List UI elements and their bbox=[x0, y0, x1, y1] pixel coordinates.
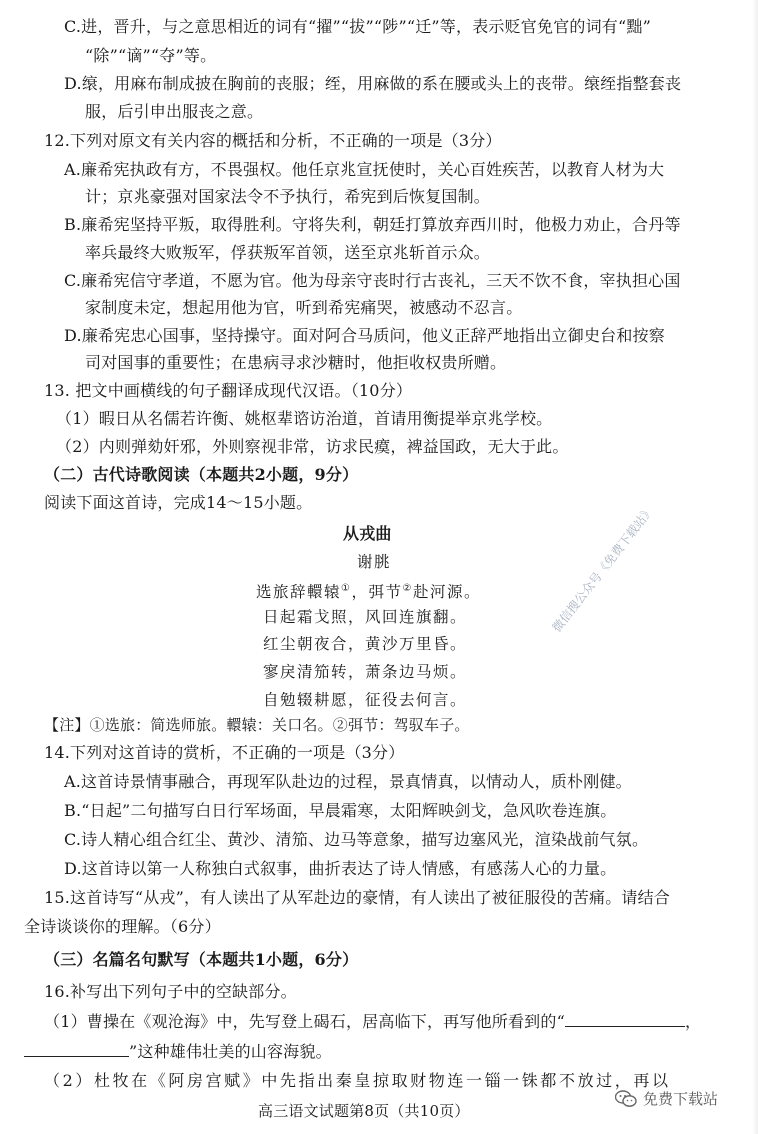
option-a-q12-cont: 计；京兆豪强对国家法令不予执行，希宪到后恢复国制。 bbox=[85, 187, 491, 206]
option-c-q11-cont: “除”“谪”“夺”等。 bbox=[85, 46, 217, 65]
answer-blank-2[interactable] bbox=[24, 1040, 129, 1057]
poem-verse-3: 红尘朝夜合，黄沙万里昏。 bbox=[263, 635, 468, 653]
poem-instruction: 阅读下面这首诗，完成14～15小题。 bbox=[44, 493, 313, 512]
question-16-2: （2）杜牧在《阿房宫赋》中先指出秦皇掠取财物连一锱一铢都不放过，再以 bbox=[44, 1071, 671, 1090]
sentence-13-1: （1）暇日从名儒若许衡、姚枢辈谘访治道，首请用衡提举京兆学校。 bbox=[56, 409, 553, 428]
question-14: 14.下列对这首诗的赏析，不正确的一项是（3分） bbox=[44, 743, 405, 762]
option-c-q12: C.廉希宪信守孝道，不愿为官。他为母亲守丧时行古丧礼，三天不饮不食，宰执担心国 bbox=[64, 271, 681, 290]
option-d-q12-cont: 司对国事的重要性；在患病寻求沙糖时，他拒收权贵所赠。 bbox=[85, 353, 507, 372]
watermark-logo-text: 免费下载站 bbox=[643, 1090, 719, 1108]
poem-verse-4: 寥戾清笳转，萧条边马烦。 bbox=[263, 663, 468, 681]
option-d-q14: D.这首诗以第一人称独白式叙事，曲折表达了诗人情感，有感荡人心的力量。 bbox=[64, 859, 617, 878]
option-c-q14: C.诗人精心组合红尘、黄沙、清笳、边马等意象，描写边塞风光，渲染战前气氛。 bbox=[64, 830, 649, 849]
question-13: 13. 把文中画横线的句子翻译成现代汉语。（10分） bbox=[44, 381, 413, 400]
watermark-logo bbox=[615, 1088, 718, 1109]
section-heading-poetry: （二）古代诗歌阅读（本题共2小题，9分） bbox=[44, 465, 359, 484]
question-16-1-cont: ”这种雄伟壮美的山容海貌。 bbox=[24, 1040, 332, 1063]
poem-footnote: 【注】①选旅：简选师旅。轘辕：关口名。②弭节：驾驭车子。 bbox=[44, 716, 470, 734]
watermark-diagonal: 微信搜公众号《免费下载站》 bbox=[549, 503, 657, 635]
poem-author: 谢朓 bbox=[357, 553, 392, 571]
section-heading-recitation: （三）名篇名句默写（本题共1小题，6分） bbox=[44, 950, 359, 969]
option-b-q14: B.“日起”二句描写白日行军场面，早晨霜寒，太阳辉映剑戈，急风吹卷连旗。 bbox=[64, 801, 617, 820]
option-b-q12-cont: 率兵最终大败叛军，俘获叛军首领，送至京兆斩首示众。 bbox=[85, 243, 491, 262]
poem-verse-1: 选旅辞轘辕①，弭节②赴河源。 bbox=[256, 583, 481, 602]
poem-verse-2: 日起霜戈照，风回连旗翻。 bbox=[263, 608, 468, 626]
option-d-q12: D.廉希宪忠心国事，坚持操守。面对阿合马质问，他义正辞严地指出立御史台和按察 bbox=[64, 326, 665, 345]
option-c-q11: C.进，晋升，与之意思相近的词有“擢”“拔”“陟”“迁”等，表示贬官免官的词有“黜” bbox=[64, 17, 651, 36]
option-d-q11: D.缞，用麻布制成披在胸前的丧服；绖，用麻做的系在腰或头上的丧带。缞绖指整套丧 bbox=[64, 74, 682, 93]
option-a-q12: A.廉希宪执政有方，不畏强权。他任京兆宣抚使时，关心百姓疾苦，以教育人材为大 bbox=[64, 160, 665, 179]
option-c-q12-cont: 家制度未定，想起用他为官，听到希宪痛哭，被感动不忍言。 bbox=[85, 298, 523, 317]
poem-title: 从戎曲 bbox=[343, 524, 392, 543]
option-d-q11-cont: 服，后引申出服丧之意。 bbox=[85, 102, 264, 121]
question-16: 16.补写出下列句子中的空缺部分。 bbox=[44, 982, 297, 1001]
page-edge-shadow bbox=[752, 0, 758, 1134]
question-15-cont: 全诗谈谈你的理解。（6分） bbox=[24, 917, 221, 936]
question-12: 12.下列对原文有关内容的概括和分析，不正确的一项是（3分） bbox=[44, 131, 502, 150]
question-15: 15.这首诗写“从戎”，有人读出了从军赴边的豪情，有人读出了被征服役的苦痛。请结合 bbox=[44, 888, 671, 907]
question-16-1: （1）曹操在《观沧海》中，先写登上碣石，居高临下，再写他所看到的“ ， bbox=[44, 1012, 702, 1031]
option-b-q12: B.廉希宪坚持平叛，取得胜利。守将失利，朝廷打算放弃西川时，他极力劝止，合丹等 bbox=[64, 215, 681, 234]
poem-verse-5: 自勉辍耕愿，征役去何言。 bbox=[263, 691, 468, 709]
wechat-icon bbox=[615, 1090, 637, 1108]
page-footer: 高三语文试题第8页（共10页） bbox=[258, 1102, 470, 1120]
answer-blank-1[interactable] bbox=[565, 1010, 685, 1027]
option-a-q14: A.这首诗景情事融合，再现军队赴边的过程，景真情真，以情动人，质朴刚健。 bbox=[64, 772, 632, 791]
sentence-13-2: （2）内则弹劾奸邪，外则察视非常，访求民瘼，裨益国政，无大于此。 bbox=[56, 437, 569, 456]
